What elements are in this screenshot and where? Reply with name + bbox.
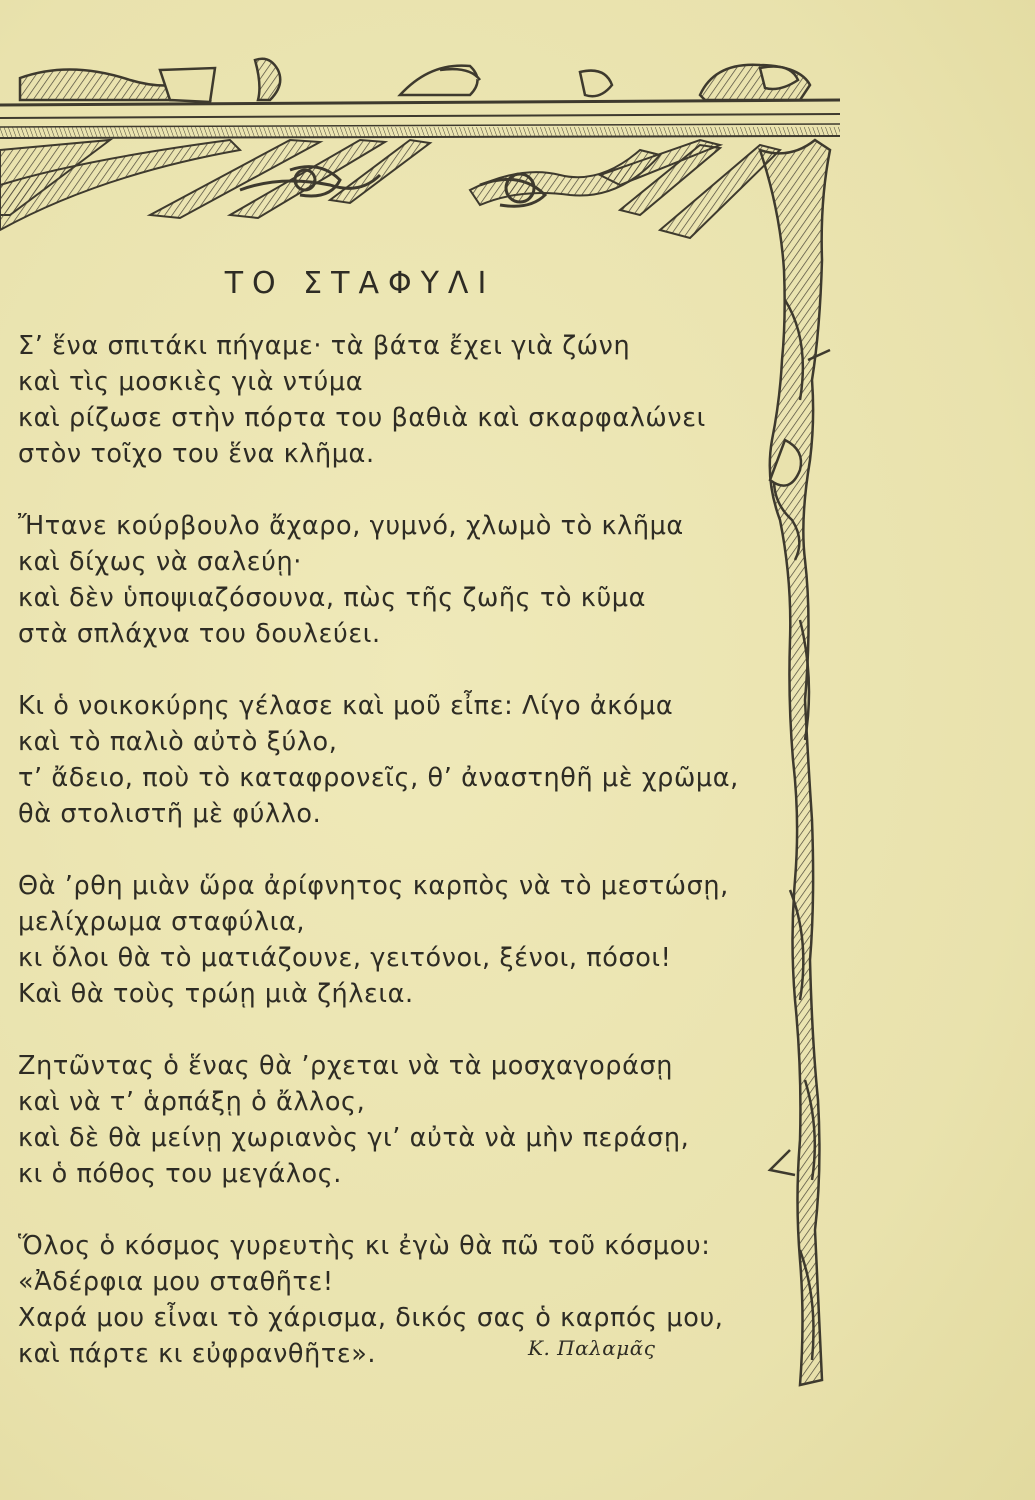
top-beam [0,100,840,138]
author-signature: Κ. Παλαμᾶς [528,1336,656,1360]
poem-line: κι ὅλοι θὰ τὸ ματιάζουνε, γειτόνοι, ξένοι, πόσοι! [18,943,672,973]
beam-knots [20,59,810,102]
poem-line: κι ὁ πόθος του μεγάλος. [18,1159,342,1189]
poem-line: Κι ὁ νοικοκύρης γέλασε καὶ μοῦ εἶπε: Λίγο ἀκόμα [18,691,674,721]
poem-line: Χαρά μου εἶναι τὸ χάρισμα, δικός σας ὁ καρπός μου, [18,1303,724,1333]
poem-body [18,328,758,1408]
poem-line: καὶ νὰ τ’ ἁρπάξῃ ὁ ἄλλος, [18,1087,366,1117]
poem-line: τ’ ἄδειο, ποὺ τὸ καταφρονεῖς, θ’ ἀναστηθῆ μὲ χρῶμα, [18,763,739,793]
poem-line: Σ’ ἕνα σπιτάκι πήγαμε· τὰ βάτα ἔχει γιὰ ζώνη [18,331,631,361]
poem-line: καὶ τὸ παλιὸ αὐτὸ ξύλο, [18,727,338,757]
stanza-3 [18,688,758,832]
poem-line: στὰ σπλάχνα του δουλεύει. [18,619,381,649]
stanza-1 [18,328,758,472]
poem-title: ΤΟ ΣΤΑΦΥΛΙ [224,266,496,301]
poem-line: στὸν τοῖχο του ἕνα κλῆμα. [18,439,375,469]
poem-line: Ἤτανε κούρβουλο ἄχαρο, γυμνό, χλωμὸ τὸ κλῆμα [18,511,684,541]
poem-line: Ὅλος ὁ κόσμος γυρευτὴς κι ἐγὼ θὰ πῶ τοῦ κόσμου: [18,1231,711,1261]
poem-line: καὶ δίχως νὰ σαλεύῃ· [18,547,302,577]
poem-line: καὶ δὲ θὰ μείνῃ χωριανὸς γι’ αὐτὰ νὰ μὴν περάσῃ, [18,1123,690,1153]
poem-line: «Ἀδέρφια μου σταθῆτε! [18,1267,334,1297]
poem-line: καὶ τὶς μοσκιὲς γιὰ ντύμα [18,367,364,397]
diagonal-braces [0,140,780,238]
poem-line: καὶ δὲν ὑποψιαζόσουνα, πὼς τῆς ζωῆς τὸ κῦμα [18,583,647,613]
poem-line: καὶ ρίζωσε στὴν πόρτα του βαθιὰ καὶ σκαρφαλώνει [18,403,706,433]
poem-line: Ζητῶντας ὁ ἕνας θὰ ’ρχεται νὰ τὰ μοσχαγοράσῃ [18,1051,674,1081]
vine-trunk [760,140,830,1385]
stanza-4 [18,868,758,1012]
poem-line: μελίχρωμα σταφύλια, [18,907,306,937]
poem-line: καὶ πάρτε κι εὐφρανθῆτε». [18,1339,377,1369]
poem-line: Καὶ θὰ τοὺς τρώῃ μιὰ ζήλεια. [18,979,414,1009]
poem-line: θὰ στολιστῆ μὲ φύλλο. [18,799,322,829]
stanza-2 [18,508,758,652]
poem-line: Θὰ ’ρθη μιὰν ὥρα ἀρίφνητος καρπὸς νὰ τὸ μεστώσῃ, [18,871,729,901]
stanza-5 [18,1048,758,1192]
